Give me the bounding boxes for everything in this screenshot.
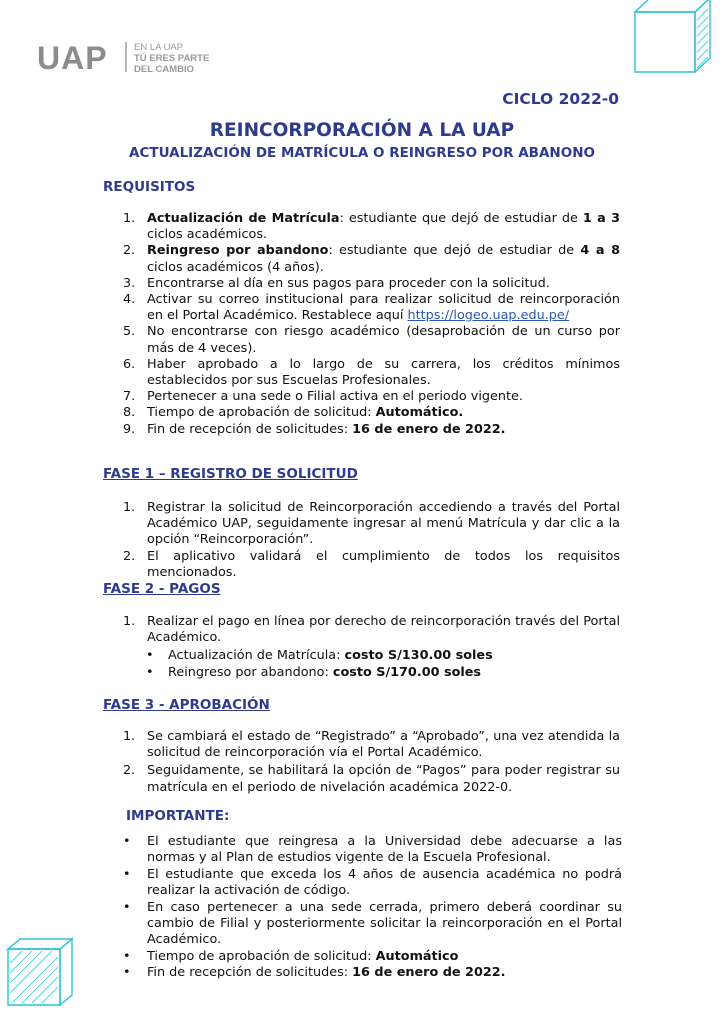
logo-tagline-3: DEL CAMBIO bbox=[134, 64, 194, 75]
list-item: 1. Realizar el pago en línea por derecho de reincorporación través del Portal Académico. bbox=[123, 614, 620, 646]
list-item: 8. Tiempo de aprobación de solicitud: Automático. bbox=[123, 405, 464, 421]
list-item: • Fin de recepción de solicitudes: 16 de enero de 2022. bbox=[123, 965, 506, 981]
list-item: 9. Fin de recepción de solicitudes: 16 de enero de 2022. bbox=[123, 421, 506, 437]
page-title: REINCORPORACIÓN A LA UAP bbox=[209, 120, 515, 141]
uap-logo: UAP bbox=[37, 40, 108, 76]
requisitos-list bbox=[100, 211, 620, 438]
fase2-list bbox=[100, 614, 620, 646]
ciclo-label: CICLO 2022-0 bbox=[502, 90, 619, 108]
list-item: 1. Registrar la solicitud de Reincorporación accediendo a través del Portal Académico UAP, seguidamente ingresar al menú Matrícula y dar clic a la opción “Reincorporación”. bbox=[123, 500, 620, 548]
fase2-costs bbox=[100, 647, 620, 681]
list-item: 1. Actualización de Matrícula: estudiante que dejó de estudiar de 1 a 3 ciclos académicos. bbox=[123, 211, 620, 243]
list-item: 5. No encontrarse con riesgo académico (desaprobación de un curso por más de 4 veces). bbox=[123, 324, 620, 356]
list-item: • Reingreso por abandono: costo S/170.00 soles bbox=[146, 665, 482, 680]
list-item: 2. Reingreso por abandono: estudiante que dejó de estudiar de 4 a 8 ciclos académicos (4 años). bbox=[123, 243, 620, 275]
list-item: • El estudiante que exceda los 4 años de ausencia académica no podrá realizar la activación de código. bbox=[123, 866, 622, 899]
list-item: • Actualización de Matrícula: costo S/130.00 soles bbox=[146, 648, 493, 663]
fase3-heading: FASE 3 - APROBACIÓN bbox=[103, 697, 270, 713]
logo-tagline-2: TÚ ERES PARTE bbox=[134, 53, 210, 64]
fase2-heading: FASE 2 - PAGOS bbox=[103, 581, 221, 597]
requisitos-heading: REQUISITOS bbox=[103, 179, 196, 195]
importante-list bbox=[100, 834, 622, 982]
cube-decoration-top-right bbox=[625, 0, 724, 80]
logo-tagline-1: EN LA UAP bbox=[134, 42, 184, 53]
fase3-list bbox=[100, 729, 620, 796]
list-item: 4. Activar su correo institucional para realizar solicitud de reincorporación en el Portal Académico. Restablece aquí https://logeo.uap.edu.pe/ bbox=[123, 292, 620, 324]
list-item: 2. El aplicativo validará el cumplimiento de todos los requisitos mencionados. bbox=[123, 548, 620, 580]
list-item: 7. Pertenecer a una sede o Filial activa en el periodo vigente. bbox=[123, 389, 523, 405]
list-item: • Tiempo de aprobación de solicitud: Automático bbox=[123, 948, 459, 964]
fase1-list bbox=[100, 500, 620, 581]
logo-divider bbox=[125, 42, 127, 72]
list-item: 2. Seguidamente, se habilitará la opción de “Pagos” para poder registrar su matrícula en el periodo de nivelación académica 2022-0. bbox=[123, 763, 620, 795]
list-item: 1. Se cambiará el estado de “Registrado” a “Aprobado”, una vez atendida la solicitud de reincorporación vía el Portal Académico. bbox=[123, 729, 620, 761]
list-item: • El estudiante que reingresa a la Universidad debe adecuarse a las normas y al Plan de estudios vigente de la Escuela Profesional. bbox=[123, 834, 622, 866]
fase1-heading: FASE 1 – REGISTRO DE SOLICITUD bbox=[103, 466, 358, 482]
cube-decoration-bottom-left bbox=[0, 935, 75, 1024]
list-item: 6. Haber aprobado a lo largo de su carrera, los créditos mínimos establecidos por sus Escuelas Profesionales. bbox=[123, 356, 620, 389]
importante-heading: IMPORTANTE: bbox=[126, 808, 230, 824]
list-item: • En caso pertenecer a una sede cerrada, primero deberá coordinar su cambio de Filial y posteriormente solicitar la reincorporación en el Portal Académico. bbox=[123, 899, 622, 948]
list-item: 3. Encontrarse al día en sus pagos para proceder con la solicitud. bbox=[123, 275, 550, 291]
page-subtitle: ACTUALIZACIÓN DE MATRÍCULA O REINGRESO POR ABANONO bbox=[129, 145, 595, 161]
restablece-link[interactable]: https://logeo.uap.edu.pe/ bbox=[407, 308, 570, 324]
